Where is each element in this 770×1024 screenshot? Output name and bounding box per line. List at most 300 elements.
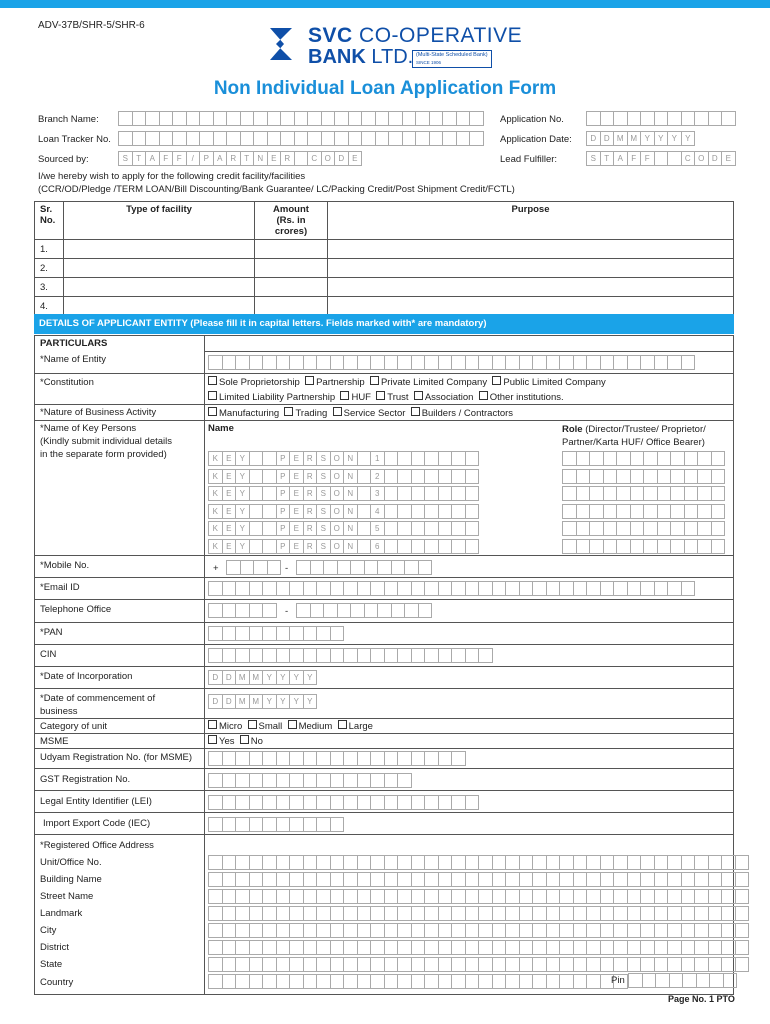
char-box[interactable] xyxy=(416,131,430,146)
char-box[interactable] xyxy=(331,940,345,955)
option-service[interactable]: Service Sector xyxy=(333,408,406,419)
char-box[interactable] xyxy=(631,504,645,519)
char-box[interactable] xyxy=(263,504,277,519)
char-box[interactable] xyxy=(236,603,250,618)
char-box[interactable]: N xyxy=(344,539,358,554)
char-box[interactable] xyxy=(631,451,645,466)
char-box[interactable]: 3 xyxy=(371,486,385,501)
char-box[interactable] xyxy=(263,940,277,955)
char-box[interactable] xyxy=(425,940,439,955)
char-box[interactable] xyxy=(452,648,466,663)
char-box[interactable] xyxy=(173,111,187,126)
telephone-std-code[interactable] xyxy=(208,603,277,617)
char-box[interactable] xyxy=(655,151,669,166)
char-box[interactable]: Y xyxy=(236,504,250,519)
option-partnership[interactable]: Partnership xyxy=(305,377,365,388)
char-box[interactable]: O xyxy=(331,451,345,466)
char-box[interactable] xyxy=(304,751,318,766)
char-box[interactable] xyxy=(574,940,588,955)
char-box[interactable] xyxy=(385,539,399,554)
char-box[interactable] xyxy=(208,773,223,788)
char-box[interactable] xyxy=(295,151,309,166)
char-box[interactable] xyxy=(682,940,696,955)
char-box[interactable] xyxy=(263,923,277,938)
char-box[interactable] xyxy=(709,889,723,904)
char-box[interactable] xyxy=(290,581,304,596)
char-box[interactable] xyxy=(590,504,604,519)
char-box[interactable] xyxy=(250,889,264,904)
char-box[interactable] xyxy=(277,817,291,832)
char-box[interactable] xyxy=(439,957,453,972)
char-box[interactable] xyxy=(562,504,577,519)
char-box[interactable] xyxy=(682,923,696,938)
char-box[interactable] xyxy=(547,940,561,955)
char-box[interactable] xyxy=(331,355,345,370)
char-box[interactable] xyxy=(641,355,655,370)
char-box[interactable] xyxy=(439,974,453,989)
char-box[interactable] xyxy=(344,751,358,766)
char-box[interactable] xyxy=(695,940,709,955)
char-box[interactable]: A xyxy=(214,151,228,166)
char-box[interactable]: N xyxy=(344,451,358,466)
char-box[interactable] xyxy=(601,111,615,126)
char-box[interactable] xyxy=(236,889,250,904)
char-box[interactable] xyxy=(439,751,453,766)
char-box[interactable] xyxy=(631,469,645,484)
char-box[interactable] xyxy=(412,957,426,972)
char-box[interactable] xyxy=(412,469,426,484)
char-box[interactable]: N xyxy=(344,504,358,519)
char-box[interactable] xyxy=(236,773,250,788)
char-box[interactable]: K xyxy=(208,469,223,484)
char-box[interactable] xyxy=(668,872,682,887)
char-box[interactable] xyxy=(590,451,604,466)
char-box[interactable] xyxy=(439,795,453,810)
char-box[interactable] xyxy=(668,923,682,938)
char-box[interactable] xyxy=(452,539,466,554)
char-box[interactable] xyxy=(378,603,392,618)
char-box[interactable] xyxy=(236,940,250,955)
char-box[interactable]: D xyxy=(601,131,615,146)
char-box[interactable] xyxy=(344,957,358,972)
char-box[interactable] xyxy=(439,923,453,938)
char-box[interactable]: Y xyxy=(263,670,277,685)
char-box[interactable] xyxy=(344,855,358,870)
char-box[interactable] xyxy=(683,973,697,988)
char-box[interactable] xyxy=(344,648,358,663)
option-huf[interactable]: HUF xyxy=(340,392,371,403)
char-box[interactable] xyxy=(520,872,534,887)
char-box[interactable]: E xyxy=(290,539,304,554)
char-box[interactable]: / xyxy=(187,151,201,166)
char-box[interactable] xyxy=(493,923,507,938)
char-box[interactable] xyxy=(614,906,628,921)
char-box[interactable] xyxy=(378,560,392,575)
char-box[interactable] xyxy=(223,355,237,370)
char-box[interactable] xyxy=(466,795,480,810)
char-box[interactable] xyxy=(682,957,696,972)
char-box[interactable] xyxy=(277,795,291,810)
char-box[interactable] xyxy=(250,504,264,519)
option-large[interactable]: Large xyxy=(338,721,373,732)
char-box[interactable] xyxy=(712,469,726,484)
char-box[interactable] xyxy=(560,940,574,955)
char-box[interactable] xyxy=(604,451,618,466)
char-box[interactable] xyxy=(644,504,658,519)
checkbox-icon[interactable] xyxy=(376,391,385,400)
char-box[interactable] xyxy=(668,581,682,596)
char-box[interactable] xyxy=(736,855,750,870)
char-box[interactable] xyxy=(628,355,642,370)
char-box[interactable]: K xyxy=(208,504,223,519)
char-box[interactable] xyxy=(389,131,403,146)
char-box[interactable] xyxy=(290,974,304,989)
char-box[interactable]: Y xyxy=(668,131,682,146)
purpose-cell[interactable] xyxy=(328,259,734,278)
char-box[interactable] xyxy=(331,751,345,766)
char-box[interactable]: D xyxy=(223,670,237,685)
char-box[interactable] xyxy=(277,648,291,663)
char-box[interactable] xyxy=(200,111,214,126)
char-box[interactable] xyxy=(263,648,277,663)
char-box[interactable] xyxy=(277,773,291,788)
char-box[interactable] xyxy=(601,889,615,904)
char-box[interactable] xyxy=(655,581,669,596)
char-box[interactable] xyxy=(304,773,318,788)
char-box[interactable] xyxy=(425,855,439,870)
char-box[interactable] xyxy=(358,486,372,501)
purpose-cell[interactable] xyxy=(328,240,734,259)
char-box[interactable] xyxy=(682,855,696,870)
char-box[interactable] xyxy=(277,974,291,989)
char-box[interactable] xyxy=(439,486,453,501)
option-no[interactable]: No xyxy=(240,736,263,747)
char-box[interactable] xyxy=(466,648,480,663)
char-box[interactable] xyxy=(385,872,399,887)
char-box[interactable] xyxy=(628,940,642,955)
pin-field[interactable] xyxy=(628,973,737,987)
char-box[interactable] xyxy=(466,486,480,501)
char-box[interactable] xyxy=(614,855,628,870)
char-box[interactable] xyxy=(226,560,241,575)
char-box[interactable]: Y xyxy=(682,131,696,146)
char-box[interactable] xyxy=(520,889,534,904)
char-box[interactable] xyxy=(208,940,223,955)
char-box[interactable] xyxy=(308,131,322,146)
char-box[interactable] xyxy=(671,486,685,501)
char-box[interactable] xyxy=(358,872,372,887)
char-box[interactable] xyxy=(695,923,709,938)
branch-name-field[interactable] xyxy=(118,111,484,125)
char-box[interactable] xyxy=(479,957,493,972)
char-box[interactable]: T xyxy=(241,151,255,166)
char-box[interactable] xyxy=(712,504,726,519)
char-box[interactable] xyxy=(254,111,268,126)
char-box[interactable] xyxy=(290,957,304,972)
char-box[interactable] xyxy=(520,957,534,972)
char-box[interactable] xyxy=(604,521,618,536)
char-box[interactable] xyxy=(439,521,453,536)
checkbox-icon[interactable] xyxy=(284,407,293,416)
char-box[interactable] xyxy=(698,451,712,466)
char-box[interactable] xyxy=(208,626,223,641)
char-box[interactable]: D xyxy=(208,694,223,709)
char-box[interactable] xyxy=(452,872,466,887)
char-box[interactable] xyxy=(547,581,561,596)
char-box[interactable] xyxy=(587,957,601,972)
char-box[interactable] xyxy=(236,648,250,663)
char-box[interactable] xyxy=(655,957,669,972)
address-field[interactable] xyxy=(208,957,749,971)
char-box[interactable] xyxy=(562,486,577,501)
char-box[interactable] xyxy=(412,974,426,989)
key-person-role-field[interactable] xyxy=(562,521,725,535)
char-box[interactable] xyxy=(601,355,615,370)
char-box[interactable] xyxy=(562,521,577,536)
char-box[interactable] xyxy=(452,923,466,938)
char-box[interactable] xyxy=(466,504,480,519)
char-box[interactable]: Y xyxy=(290,670,304,685)
char-box[interactable] xyxy=(628,973,643,988)
char-box[interactable] xyxy=(277,355,291,370)
char-box[interactable] xyxy=(709,855,723,870)
type-cell[interactable] xyxy=(64,259,255,278)
char-box[interactable] xyxy=(425,469,439,484)
char-box[interactable] xyxy=(425,872,439,887)
char-box[interactable]: M xyxy=(614,131,628,146)
char-box[interactable] xyxy=(412,795,426,810)
char-box[interactable] xyxy=(344,581,358,596)
char-box[interactable] xyxy=(236,817,250,832)
char-box[interactable] xyxy=(439,889,453,904)
char-box[interactable] xyxy=(398,889,412,904)
char-box[interactable] xyxy=(712,486,726,501)
char-box[interactable] xyxy=(241,131,255,146)
char-box[interactable] xyxy=(439,355,453,370)
char-box[interactable] xyxy=(658,486,672,501)
char-box[interactable] xyxy=(338,603,352,618)
char-box[interactable] xyxy=(241,111,255,126)
char-box[interactable] xyxy=(398,355,412,370)
type-cell[interactable] xyxy=(64,278,255,297)
entity-name-field[interactable] xyxy=(208,355,695,369)
char-box[interactable]: P xyxy=(200,151,214,166)
char-box[interactable] xyxy=(709,940,723,955)
address-field[interactable] xyxy=(208,940,749,954)
char-box[interactable]: D xyxy=(586,131,601,146)
char-box[interactable] xyxy=(335,131,349,146)
char-box[interactable] xyxy=(412,648,426,663)
char-box[interactable] xyxy=(685,504,699,519)
char-box[interactable] xyxy=(208,817,223,832)
char-box[interactable] xyxy=(479,872,493,887)
char-box[interactable] xyxy=(617,504,631,519)
char-box[interactable] xyxy=(304,581,318,596)
char-box[interactable] xyxy=(223,906,237,921)
char-box[interactable] xyxy=(641,923,655,938)
char-box[interactable] xyxy=(631,521,645,536)
address-field[interactable] xyxy=(208,923,749,937)
char-box[interactable] xyxy=(349,111,363,126)
char-box[interactable] xyxy=(655,889,669,904)
char-box[interactable] xyxy=(520,940,534,955)
char-box[interactable] xyxy=(425,521,439,536)
char-box[interactable] xyxy=(614,872,628,887)
char-box[interactable] xyxy=(547,957,561,972)
char-box[interactable] xyxy=(574,355,588,370)
char-box[interactable] xyxy=(587,355,601,370)
char-box[interactable] xyxy=(587,923,601,938)
char-box[interactable] xyxy=(641,957,655,972)
char-box[interactable] xyxy=(712,539,726,554)
char-box[interactable] xyxy=(493,581,507,596)
char-box[interactable] xyxy=(208,923,223,938)
char-box[interactable]: Y xyxy=(236,486,250,501)
char-box[interactable] xyxy=(560,355,574,370)
char-box[interactable]: D xyxy=(709,151,723,166)
char-box[interactable] xyxy=(398,773,412,788)
char-box[interactable] xyxy=(277,906,291,921)
char-box[interactable] xyxy=(506,923,520,938)
char-box[interactable] xyxy=(533,974,547,989)
char-box[interactable] xyxy=(439,581,453,596)
char-box[interactable] xyxy=(695,889,709,904)
char-box[interactable] xyxy=(562,469,577,484)
option-micro[interactable]: Micro xyxy=(208,721,242,732)
char-box[interactable] xyxy=(277,872,291,887)
char-box[interactable] xyxy=(385,469,399,484)
char-box[interactable] xyxy=(520,923,534,938)
char-box[interactable]: 4 xyxy=(371,504,385,519)
char-box[interactable] xyxy=(614,889,628,904)
char-box[interactable] xyxy=(208,889,223,904)
key-person-role-field[interactable] xyxy=(562,539,725,553)
key-person-name-field[interactable] xyxy=(208,504,479,518)
char-box[interactable] xyxy=(250,974,264,989)
char-box[interactable] xyxy=(722,889,736,904)
char-box[interactable] xyxy=(695,855,709,870)
char-box[interactable] xyxy=(385,889,399,904)
char-box[interactable] xyxy=(587,872,601,887)
char-box[interactable] xyxy=(358,974,372,989)
char-box[interactable] xyxy=(385,486,399,501)
char-box[interactable] xyxy=(263,855,277,870)
char-box[interactable] xyxy=(250,648,264,663)
char-box[interactable] xyxy=(479,923,493,938)
char-box[interactable] xyxy=(290,648,304,663)
char-box[interactable] xyxy=(304,906,318,921)
char-box[interactable] xyxy=(722,957,736,972)
char-box[interactable] xyxy=(208,603,223,618)
char-box[interactable]: C xyxy=(308,151,322,166)
char-box[interactable] xyxy=(371,974,385,989)
char-box[interactable]: P xyxy=(277,539,291,554)
char-box[interactable] xyxy=(698,521,712,536)
char-box[interactable] xyxy=(586,111,601,126)
char-box[interactable] xyxy=(698,486,712,501)
char-box[interactable] xyxy=(223,581,237,596)
char-box[interactable] xyxy=(322,111,336,126)
lead-fulfiller-field[interactable] xyxy=(586,151,736,165)
char-box[interactable] xyxy=(443,131,457,146)
char-box[interactable] xyxy=(443,111,457,126)
char-box[interactable] xyxy=(644,486,658,501)
char-box[interactable] xyxy=(722,111,736,126)
char-box[interactable] xyxy=(263,355,277,370)
char-box[interactable] xyxy=(479,581,493,596)
char-box[interactable]: M xyxy=(250,670,264,685)
char-box[interactable] xyxy=(479,906,493,921)
char-box[interactable] xyxy=(317,855,331,870)
char-box[interactable] xyxy=(506,581,520,596)
char-box[interactable] xyxy=(290,751,304,766)
char-box[interactable] xyxy=(601,940,615,955)
char-box[interactable]: M xyxy=(628,131,642,146)
char-box[interactable] xyxy=(425,504,439,519)
char-box[interactable] xyxy=(668,957,682,972)
char-box[interactable]: E xyxy=(223,451,237,466)
char-box[interactable] xyxy=(614,957,628,972)
char-box[interactable] xyxy=(671,539,685,554)
char-box[interactable] xyxy=(290,889,304,904)
char-box[interactable] xyxy=(698,504,712,519)
char-box[interactable] xyxy=(263,872,277,887)
gst-field[interactable] xyxy=(208,773,412,787)
char-box[interactable] xyxy=(452,889,466,904)
char-box[interactable] xyxy=(493,957,507,972)
char-box[interactable] xyxy=(351,603,365,618)
char-box[interactable] xyxy=(412,539,426,554)
char-box[interactable] xyxy=(405,560,419,575)
char-box[interactable]: N xyxy=(254,151,268,166)
char-box[interactable]: A xyxy=(614,151,628,166)
char-box[interactable] xyxy=(533,889,547,904)
char-box[interactable] xyxy=(493,940,507,955)
char-box[interactable] xyxy=(614,940,628,955)
char-box[interactable] xyxy=(358,355,372,370)
char-box[interactable] xyxy=(371,855,385,870)
char-box[interactable] xyxy=(452,751,466,766)
char-box[interactable] xyxy=(736,889,750,904)
char-box[interactable] xyxy=(617,486,631,501)
char-box[interactable] xyxy=(405,603,419,618)
char-box[interactable] xyxy=(412,889,426,904)
char-box[interactable] xyxy=(439,940,453,955)
char-box[interactable] xyxy=(697,973,711,988)
char-box[interactable] xyxy=(439,504,453,519)
char-box[interactable] xyxy=(587,889,601,904)
char-box[interactable]: 1 xyxy=(371,451,385,466)
char-box[interactable] xyxy=(208,906,223,921)
char-box[interactable] xyxy=(658,504,672,519)
application-date-field[interactable] xyxy=(586,131,695,145)
char-box[interactable] xyxy=(685,451,699,466)
char-box[interactable] xyxy=(452,486,466,501)
char-box[interactable] xyxy=(349,131,363,146)
option-small[interactable]: Small xyxy=(248,721,283,732)
purpose-cell[interactable] xyxy=(328,297,734,316)
char-box[interactable] xyxy=(392,560,406,575)
char-box[interactable] xyxy=(682,581,696,596)
char-box[interactable] xyxy=(344,906,358,921)
char-box[interactable] xyxy=(722,855,736,870)
char-box[interactable] xyxy=(187,131,201,146)
char-box[interactable] xyxy=(590,539,604,554)
char-box[interactable] xyxy=(263,469,277,484)
option-private[interactable]: Private Limited Company xyxy=(370,377,487,388)
char-box[interactable] xyxy=(671,521,685,536)
char-box[interactable] xyxy=(643,973,657,988)
